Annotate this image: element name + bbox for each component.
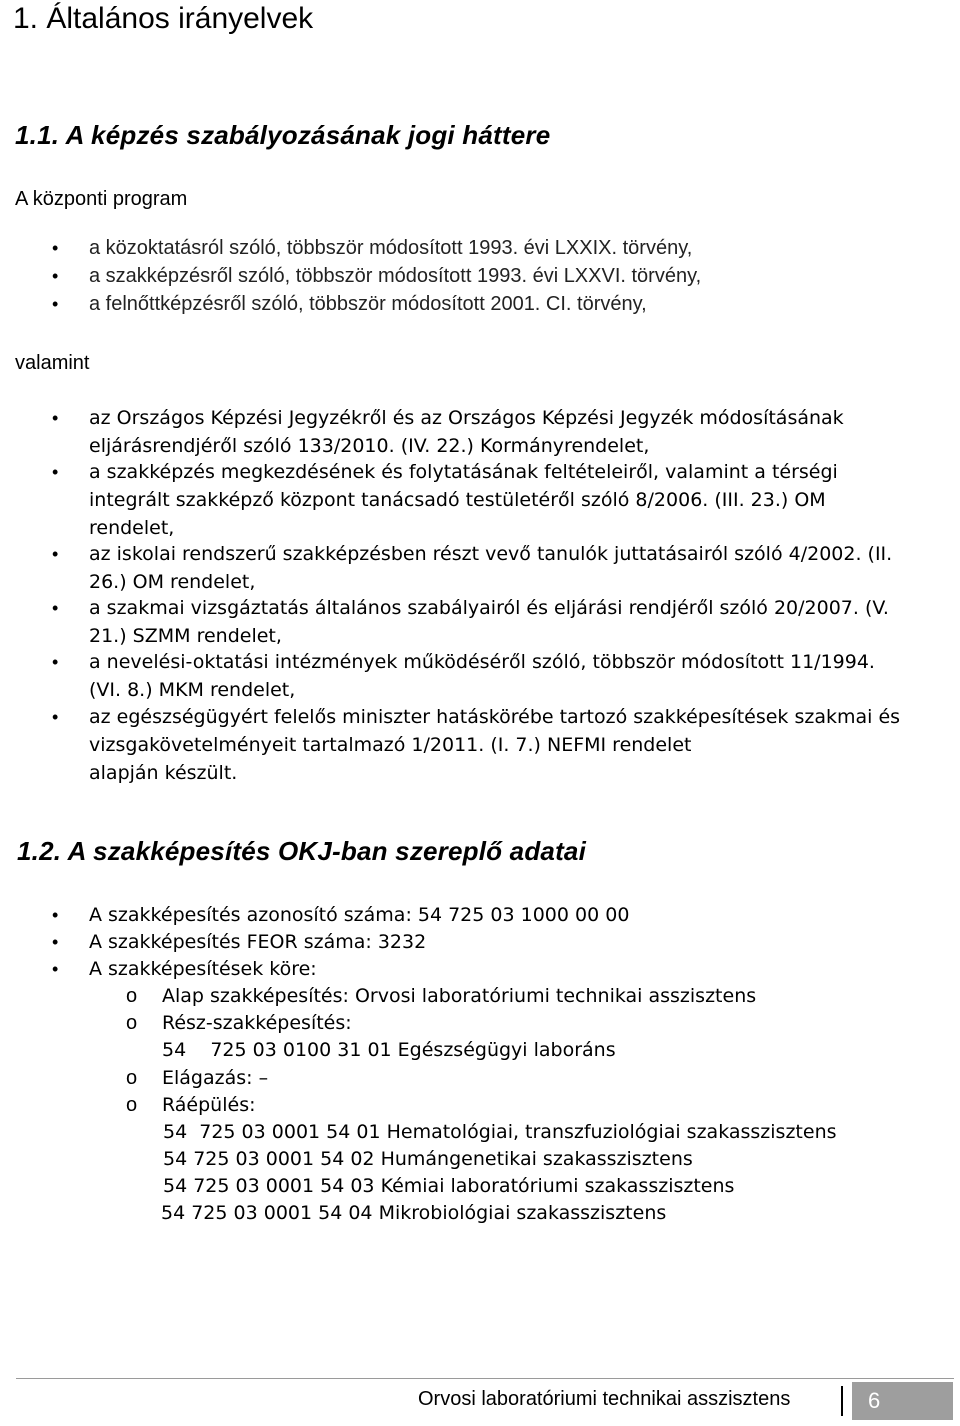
footer-separator <box>841 1386 843 1416</box>
list-item-line: eljárásrendjéről szóló 133/2010. (IV. 22.) Kormányrendelet, <box>89 435 650 457</box>
list-item-line: a nevelési-oktatási intézmények működéséről szóló, többször módosított 11/1994. <box>89 651 875 673</box>
connector-text: valamint <box>15 352 90 374</box>
list-item-line: az Országos Képzési Jegyzékről és az Országos Képzési Jegyzék módosításának <box>89 407 844 429</box>
section-1-2-title: 1.2. A szakképesítés OKJ-ban szereplő adatai <box>17 836 587 866</box>
bullet-marker: • <box>52 238 59 258</box>
list-item <box>89 458 941 542</box>
sub-list-item: Elágazás: – <box>162 1067 269 1089</box>
bullet-marker: • <box>52 959 59 979</box>
sub-list-detail: 54 725 03 0100 31 01 Egészségügyi laboráns <box>162 1039 616 1061</box>
bullet-marker: • <box>52 598 59 618</box>
list-item-line: 26.) OM rendelet, <box>89 571 256 593</box>
list-item <box>89 404 941 460</box>
sub-bullet-marker: o <box>126 1094 138 1116</box>
list-item-line: a szakképzés megkezdésének és folytatásának feltételeiről, valamint a térségi <box>89 461 838 483</box>
list-item <box>89 540 941 596</box>
list-item <box>89 703 941 787</box>
page-heading: 1. Általános irányelvek <box>13 2 314 35</box>
sub-list-item: Alap szakképesítés: Orvosi laboratóriumi technikai asszisztens <box>162 985 757 1007</box>
list-item-line: rendelet, <box>89 517 175 539</box>
list-item-line: az iskolai rendszerű szakképzésben részt vevő tanulók juttatásairól szóló 4/2002. (II. <box>89 543 893 565</box>
list-item-line: integrált szakképző központ tanácsadó testületéről szóló 8/2006. (III. 23.) OM <box>89 489 826 511</box>
footer-divider <box>16 1378 954 1379</box>
sub-list-detail: 54 725 03 0001 54 01 Hematológiai, transzfuziológiai szakasszisztens <box>163 1121 837 1143</box>
list-item <box>89 648 941 704</box>
sub-bullet-marker: o <box>126 1067 138 1089</box>
list-item-line: 21.) SZMM rendelet, <box>89 625 282 647</box>
bullet-marker: • <box>52 462 59 482</box>
sub-list-item: Rész-szakképesítés: <box>162 1012 352 1034</box>
list-item-line: az egészségügyért felelős miniszter hatáskörébe tartozó szakképesítések szakmai és <box>89 706 901 728</box>
list-item: a felnőttképzésről szóló, többször módosított 2001. CI. törvény, <box>89 293 647 315</box>
bullet-marker: • <box>52 408 59 428</box>
bullet-marker: • <box>52 932 59 952</box>
list-item: a közoktatásról szóló, többször módosított 1993. évi LXXIX. törvény, <box>89 237 693 259</box>
bullet-marker: • <box>52 905 59 925</box>
footer-title: Orvosi laboratóriumi technikai asszisztens <box>418 1388 791 1410</box>
sub-list-detail: 54 725 03 0001 54 02 Humángenetikai szakasszisztens <box>163 1148 693 1170</box>
list-item-line: a szakmai vizsgáztatás általános szabályairól és eljárási rendjéről szóló 20/2007. (V. <box>89 597 889 619</box>
sub-list-detail: 54 725 03 0001 54 04 Mikrobiológiai szakasszisztens <box>161 1202 667 1224</box>
bullet-marker: • <box>52 544 59 564</box>
bullet-marker: • <box>52 652 59 672</box>
list-item: A szakképesítések köre: <box>89 958 317 980</box>
bullet-marker: • <box>52 294 59 314</box>
section-intro: A központi program <box>15 188 188 210</box>
list-item: a szakképzésről szóló, többször módosított 1993. évi LXXVI. törvény, <box>89 265 702 287</box>
sub-bullet-marker: o <box>126 1012 138 1034</box>
list-item <box>89 594 941 650</box>
page-number: 6 <box>852 1382 953 1420</box>
list-item-line: (VI. 8.) MKM rendelet, <box>89 679 296 701</box>
sub-list-item: Ráépülés: <box>162 1094 256 1116</box>
bullet-marker: • <box>52 707 59 727</box>
list-item-line: vizsgakövetelményeit tartalmazó 1/2011. (I. 7.) NEFMI rendelet <box>89 734 692 756</box>
list-item: A szakképesítés FEOR száma: 3232 <box>89 931 427 953</box>
bullet-marker: • <box>52 266 59 286</box>
list-item-line: alapján készült. <box>89 762 238 784</box>
sub-list-detail: 54 725 03 0001 54 03 Kémiai laboratóriumi szakasszisztens <box>163 1175 735 1197</box>
sub-bullet-marker: o <box>126 985 138 1007</box>
section-1-1-title: 1.1. A képzés szabályozásának jogi háttere <box>15 120 551 150</box>
list-item: A szakképesítés azonosító száma: 54 725 03 1000 00 00 <box>89 904 630 926</box>
